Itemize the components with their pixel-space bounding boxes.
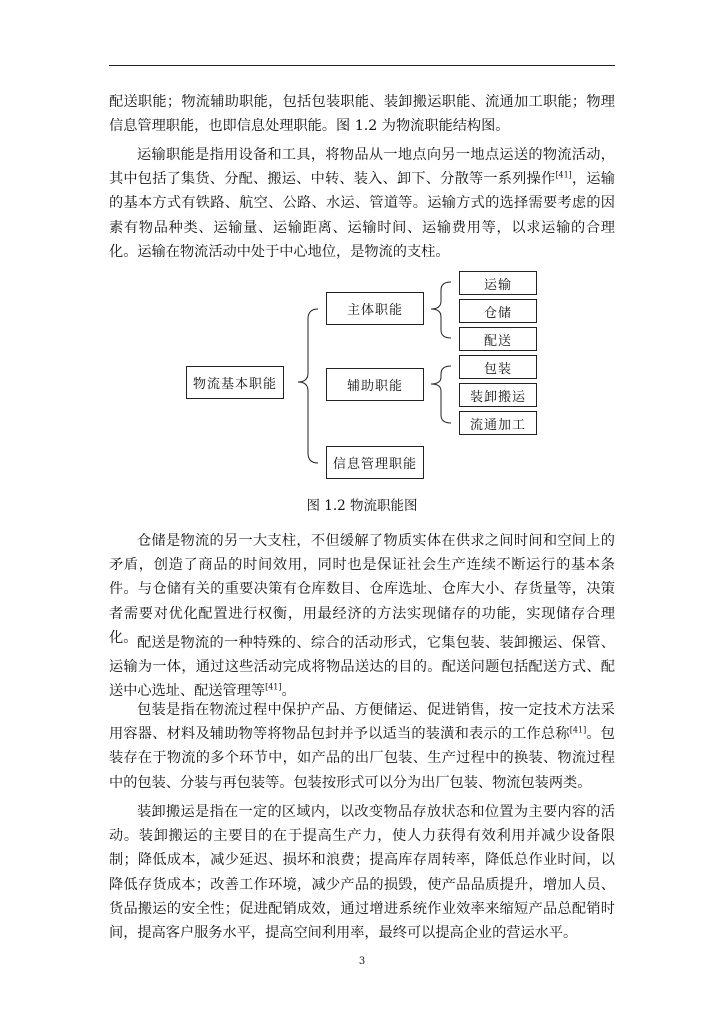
paragraph-text: 配送是物流的一种特殊的、综合的活动形式，它集包装、装卸搬运、保管、运输为一体，通过这些活动完成将物品送达的目的。配送问题包括配送方式、配送中心选址、配送管理等	[109, 635, 615, 700]
paragraph-text: 配送职能；物流辅助职能，包括包装职能、装卸搬运职能、流通加工职能；物理信息管理职能，也即信息处理职能。图 1.2 为物流职能结构图。	[109, 94, 615, 135]
paragraph-text: 装卸搬运是指在一定的区域内，以改变物品存放状态和位置为主要内容的活动。装卸搬运的主要目的在于提高生产力，使人力获得有效利用并减少设备限制；降低成本，减少延迟、损坏和浪费；提高库存周转率，降低总作业时间，以降低存货成本；改善工作环境，减少产品的损毁，使产品品质提升，增加人员、货品搬运的安全性；促进配销成效，通过增进系统作业效率来缩短产品总配销时间，提高客户服务水平，提高空间利用率，最终可以提高企业的营运水平。	[109, 804, 615, 942]
paragraph-text: 包装是指在物流过程中保护产品、方便储运、促进销售，按一定技术方法采用容器、材料及辅助物等将物品包封并予以适当的装潢和表示的工作总称	[109, 702, 615, 743]
paragraph-intro	[109, 90, 615, 138]
paragraph-distribution	[109, 631, 615, 704]
diagram-item-label: 运输	[483, 277, 512, 293]
header-rule	[109, 65, 615, 66]
diagram-item-label: 包装	[483, 361, 512, 377]
paragraph-handling	[109, 800, 615, 945]
paragraph-text: 。包装存在于物流的多个环节中，如产品的出厂包装、生产过程中的换装、物流过程中的包装、分装与再包装等。包装按形式可以分为出厂包装、物流包装两类。	[109, 726, 615, 791]
diagram-root-label: 物流基本职能	[192, 377, 277, 392]
citation: [41]	[569, 725, 587, 735]
paragraph-text: 。	[281, 683, 296, 700]
diagram-root-box	[186, 366, 284, 399]
page-number: 3	[358, 956, 366, 967]
diagram-info-function-label: 信息管理职能	[332, 457, 417, 472]
paragraph-text: 仓储是物流的另一大支柱，不但缓解了物质实体在供求之间时间和空间上的矛盾，创造了商品的时间效用，同时也是保证社会生产连续不断运行的基本条件。与仓储有关的重要决策有仓库数目、仓库选址、仓库大小、存货量等，决策者需要对优化配置进行权衡，用最经济的方法实现储存的功能，实现储存合理化。	[109, 533, 615, 646]
diagram-item-label: 配送	[483, 333, 512, 349]
diagram-item-storage	[459, 299, 537, 323]
diagram-item-handling	[459, 383, 537, 407]
diagram-item-label: 仓储	[483, 305, 512, 321]
paragraph-packaging	[109, 698, 615, 795]
diagram-item-label: 装卸搬运	[469, 389, 526, 405]
diagram-item-distribution	[459, 327, 537, 351]
citation: [41]	[555, 170, 572, 180]
citation: [41]	[265, 682, 282, 692]
paragraph-text: ，运输的基本方式有铁路、航空、公路、水运、管道等。运输方式的选择需要考虑的因素有物品种类、运输量、运输距离、运输时间、运输费用等，以求运输的合理化。运输在物流活动中处于中心地位，是物流的支柱。	[109, 171, 615, 260]
diagram-item-packaging	[459, 355, 537, 379]
diagram-item-processing	[459, 411, 537, 435]
diagram-info-function-box	[326, 446, 424, 479]
diagram-aux-function-label: 辅助职能	[346, 379, 403, 394]
diagram-item-label: 流通加工	[469, 417, 526, 433]
diagram-main-function-label: 主体职能	[346, 303, 403, 318]
diagram-main-function-box	[326, 292, 424, 325]
diagram-aux-function-box	[326, 368, 424, 401]
paragraph-text: 运输职能是指用设备和工具，将物品从一地点向另一地点运送的物流活动，其中包括了集货、分配、搬运、中转、装入、卸下、分散等一系列操作	[109, 147, 615, 188]
diagram-item-transport	[459, 271, 537, 295]
paragraph-transport	[109, 143, 615, 264]
figure-caption: 图 1.2 物流职能图	[306, 498, 418, 514]
